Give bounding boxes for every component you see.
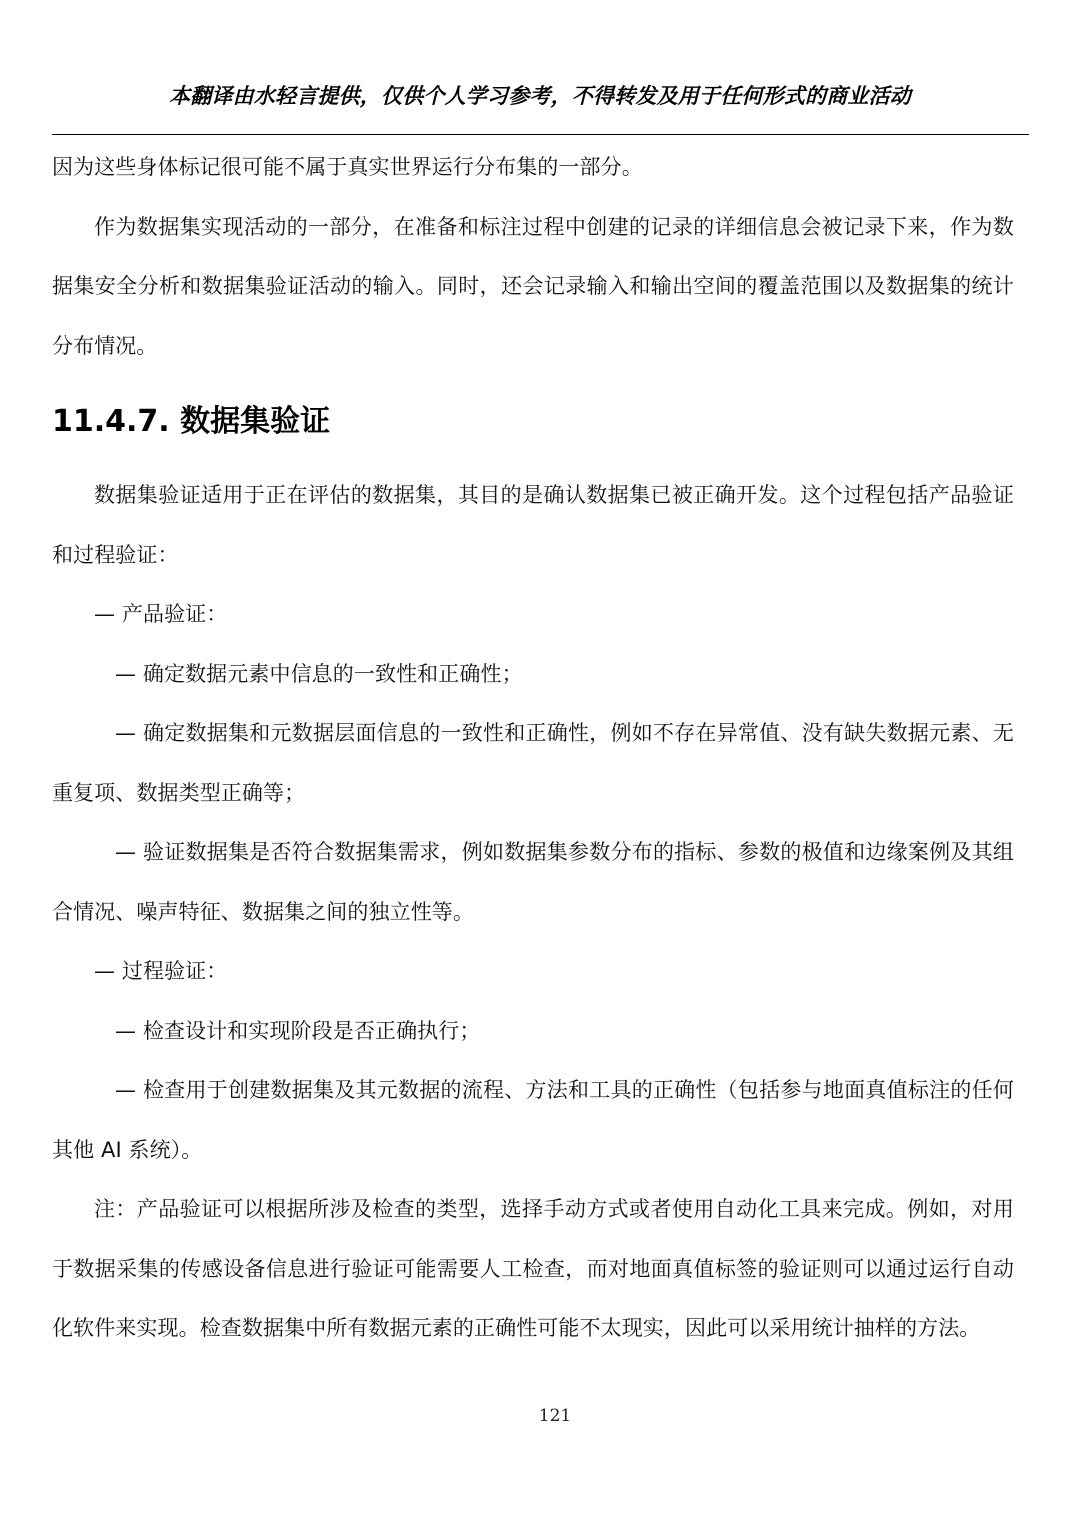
page-number: 121 [538,1406,572,1426]
list-title-process-verification: — 过程验证： [94,959,228,983]
paragraph-continuation: 因为这些身体标记很可能不属于真实世界运行分布集的一部分。 [52,155,643,179]
paragraph-dataset-verification: 数据集验证适用于正在评估的数据集，其目的是确认数据集已被正确开发。这个过程包括产品验证和过程验证： [52,483,1014,567]
paragraph-dataset-implementation: 作为数据集实现活动的一部分，在准备和标注过程中创建的记录的详细信息会被记录下来，作为数据集安全分析和数据集验证活动的输入。同时，还会记录输入和输出空间的覆盖范围以及数据集的统计分布情况。 [52,214,1014,358]
list-item: — 确定数据元素中信息的一致性和正确性； [115,661,523,686]
header-rule [52,134,1029,135]
note-paragraph: 注：产品验证可以根据所涉及检查的类型，选择手动方式或者使用自动化工具来完成。例如，对用于数据采集的传感设备信息进行验证可能需要人工检查，而对地面真值标签的验证则可以通过运行自动化软件来实现。检查数据集中所有数据元素的正确性可能不太现实，因此可以采用统计抽样的方法。 [52,1197,1014,1340]
list-item: — 检查设计和实现阶段是否正确执行； [115,1018,481,1043]
list-item: — 检查用于创建数据集及其元数据的流程、方法和工具的正确性（包括参与地面真值标注的任何其他 AI 系统）。 [52,1078,1014,1162]
page-header: 本翻译由水轻言提供，仅供个人学习参考，不得转发及用于任何形式的商业活动 [169,84,911,108]
list-item: — 验证数据集是否符合数据集需求，例如数据集参数分布的指标、参数的极值和边缘案例及其组合情况、噪声特征、数据集之间的独立性等。 [52,840,1014,924]
page-content [52,138,1014,1359]
list-title-product-verification: — 产品验证： [94,602,228,626]
section-heading: 11.4.7. 数据集验证 [52,404,331,439]
list-item: — 确定数据集和元数据层面信息的一致性和正确性，例如不存在异常值、没有缺失数据元素、无重复项、数据类型正确等； [52,721,1014,805]
